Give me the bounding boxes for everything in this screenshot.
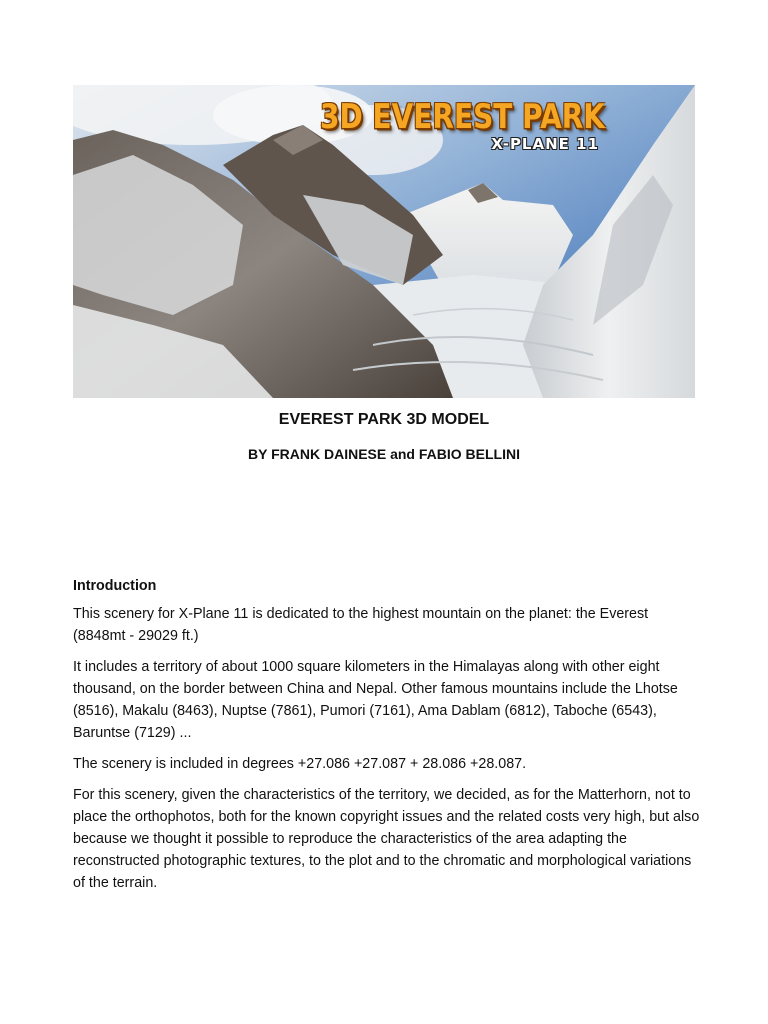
- banner-subtitle: X-PLANE 11: [491, 135, 599, 153]
- document-title: EVEREST PARK 3D MODEL: [278, 411, 490, 428]
- banner-title: 3D EVEREST PARK: [320, 97, 605, 137]
- paragraph: For this scenery, given the characteristics of the territory, we decided, as for the Matterhorn, not to place the orthophotos, both for the known copyright issues and the related costs very high, but also because we thought it possible to reproduce the characteristics of the area adapting the reconstructed photographic textures, to the plot and to the chromatic and morphological variations of the terrain.: [73, 787, 700, 891]
- section-heading-introduction: Introduction: [73, 578, 157, 594]
- banner-image: [73, 85, 695, 398]
- document-body: [73, 575, 703, 903]
- paragraph: It includes a territory of about 1000 square kilometers in the Himalayas along with other eight thousand, on the border between China and Nepal. Other famous mountains include the Lhotse (8516), Makalu (8463), Nuptse (7861), Pumori (7161), Ama Dablam (6812), Taboche (6543), Baruntse (7129) ...: [73, 659, 678, 741]
- paragraph: The scenery is included in degrees +27.086 +27.087 + 28.086 +28.087.: [73, 756, 527, 772]
- paragraph: This scenery for X-Plane 11 is dedicated to the highest mountain on the planet: the Everest (8848mt - 29029 ft.): [73, 606, 649, 644]
- document-authors: BY FRANK DAINESE and FABIO BELLINI: [248, 446, 520, 462]
